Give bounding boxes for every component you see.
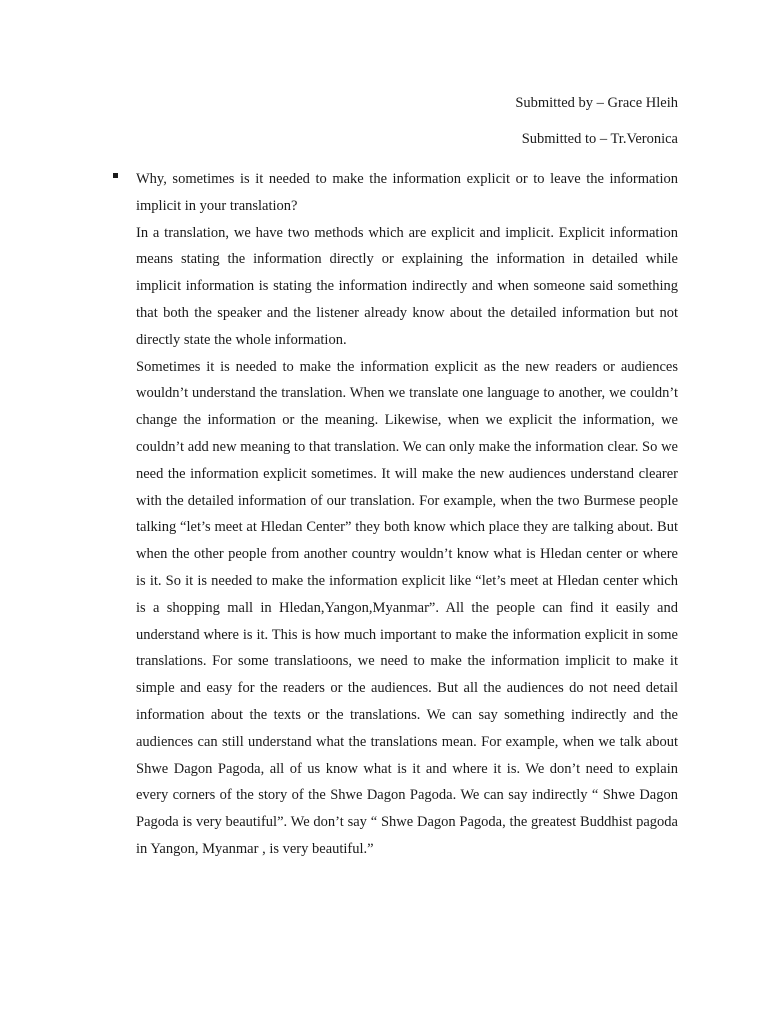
- bullet-body: [136, 166, 678, 863]
- submitted-to-line: Submitted to – Tr.Veronica: [521, 131, 678, 147]
- submitted-by-line: Submitted by – Grace Hleih: [515, 95, 678, 111]
- square-bullet-icon: [113, 173, 118, 178]
- paragraph-explicit-implicit-definition: In a translation, we have two methods which are explicit and implicit. Explicit information means stating the information directly or explaining the information in detailed while implicit information is stating the information indirectly and when someone said something that both the speaker and the listener already know about the detailed information but not directly state the whole information.: [136, 224, 678, 348]
- paragraph-examples: Sometimes it is needed to make the information explicit as the new readers or audiences wouldn’t understand the translation. When we translate one language to another, we couldn’t change the information or the meaning. Likewise, when we explicit the information, we couldn’t add new meaning to that translation. We can only make the information clear. So we need the information explicit sometimes. It will make the new audiences understand clearer with the detailed information of our translation. For example, when the two Burmese people talking “let’s meet at Hledan Center” they both know which place they are talking about. But when the other people from another country wouldn’t know what is Hledan center or where is it. So it is needed to make the information explicit like “let’s meet at Hledan center which is a shopping mall in Hledan,Yangon,Myanmar”. All the people can find it easily and understand where is it. This is how much important to make the information explicit in some translations. For some translatioons, we need to make the information implicit to make it simple and easy for the readers or the audiences. But all the audiences do not need detail information about the texts or the translations. We can say something indirectly and the audiences can still understand what the translations mean. For example, when we talk about Shwe Dagon Pagoda, all of us know what is it and where it is. We don’t need to explain every corners of the story of the Shwe Dagon Pagoda. We can say indirectly “ Shwe Dagon Pagoda is very beautiful”. We don’t say “ Shwe Dagon Pagoda, the greatest Buddhist pagoda in Yangon, Myanmar , is very beautiful.”: [136, 358, 678, 857]
- question-text: Why, sometimes is it needed to make the information explicit or to leave the information implicit in your translation?: [136, 171, 678, 214]
